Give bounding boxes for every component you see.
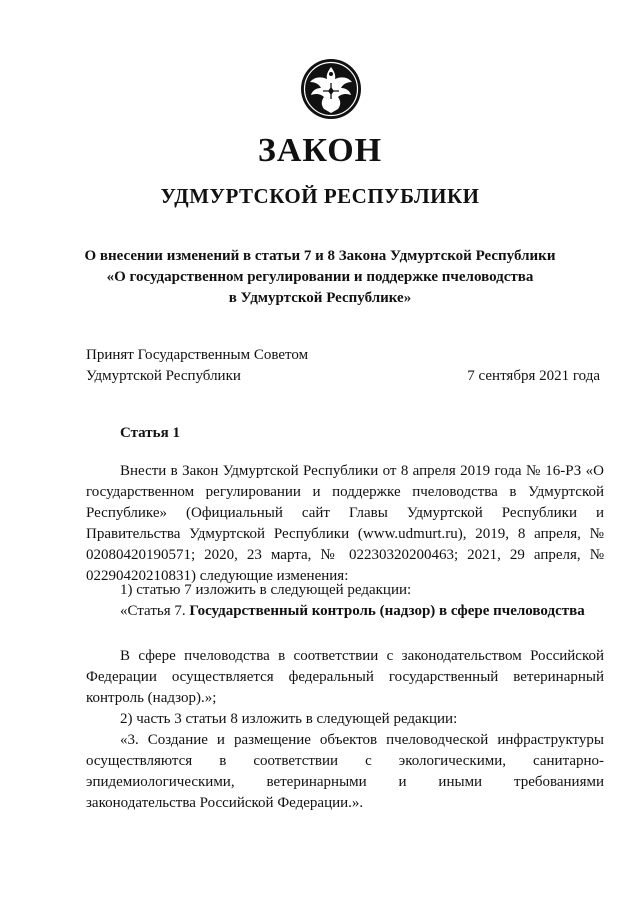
adopted-by-line (86, 366, 600, 387)
adopted-by-body: Удмуртской Республики (86, 368, 241, 384)
quoted-part-text: «3. Создание и размещение объектов пчеловодческой инфраструктуры осуществляются в соответствии с экологическими, санитарно-эпидемиологическими, ветеринарными и иными требованиями законодательства Российской Федерации.». (86, 732, 604, 811)
adopted-by-line: Принят Государственным Советом (86, 347, 309, 363)
quoted-article-name: Государственный контроль (надзор) в сфере пчеловодства (189, 603, 585, 619)
adoption-date: 7 сентября 2021 года (467, 368, 600, 384)
law-title: ЗАКОН (257, 132, 383, 169)
article-intro-paragraph: Внести в Закон Удмуртской Республики от 8 апреля 2019 года № 16-РЗ «О государственном регулировании и поддержке пчеловодства в Удмуртской Республике» (Официальный сайт Главы Удмуртской Республики и Правительства Удмуртской Республики (www.udmurt.ru), 2019, 8 апреля, № 02080420190571; 2020, 23 марта, № 02230320200463; 2021, 29 апреля, № 02290420210831) следующие изменения: (86, 463, 604, 584)
udmurt-coat-of-arms-icon (299, 57, 363, 121)
quoted-article-title (86, 601, 604, 622)
quoted-article-prefix: «Статья 7. (120, 603, 190, 619)
article-heading: Статья 1 (120, 425, 180, 441)
republic-subtitle: УДМУРТСКОЙ РЕСПУБЛИКИ (160, 184, 480, 208)
subject-line: «О государственном регулировании и поддержке пчеловодства (106, 269, 534, 285)
amendment-item-2: 2) часть 3 статьи 8 изложить в следующей редакции: (120, 711, 458, 727)
quoted-article-text: В сфере пчеловодства в соответствии с законодательством Российской Федерации осуществляется федеральный государственный ветеринарный контроль (надзор).»; (86, 648, 604, 706)
subject-line: О внесении изменений в статьи 7 и 8 Закона Удмуртской Республики (84, 248, 556, 264)
law-subject (60, 246, 580, 309)
adoption-block (86, 345, 600, 387)
amendment-item-1: 1) статью 7 изложить в следующей редакции: (120, 582, 412, 598)
subject-line: в Удмуртской Республике» (228, 290, 412, 306)
